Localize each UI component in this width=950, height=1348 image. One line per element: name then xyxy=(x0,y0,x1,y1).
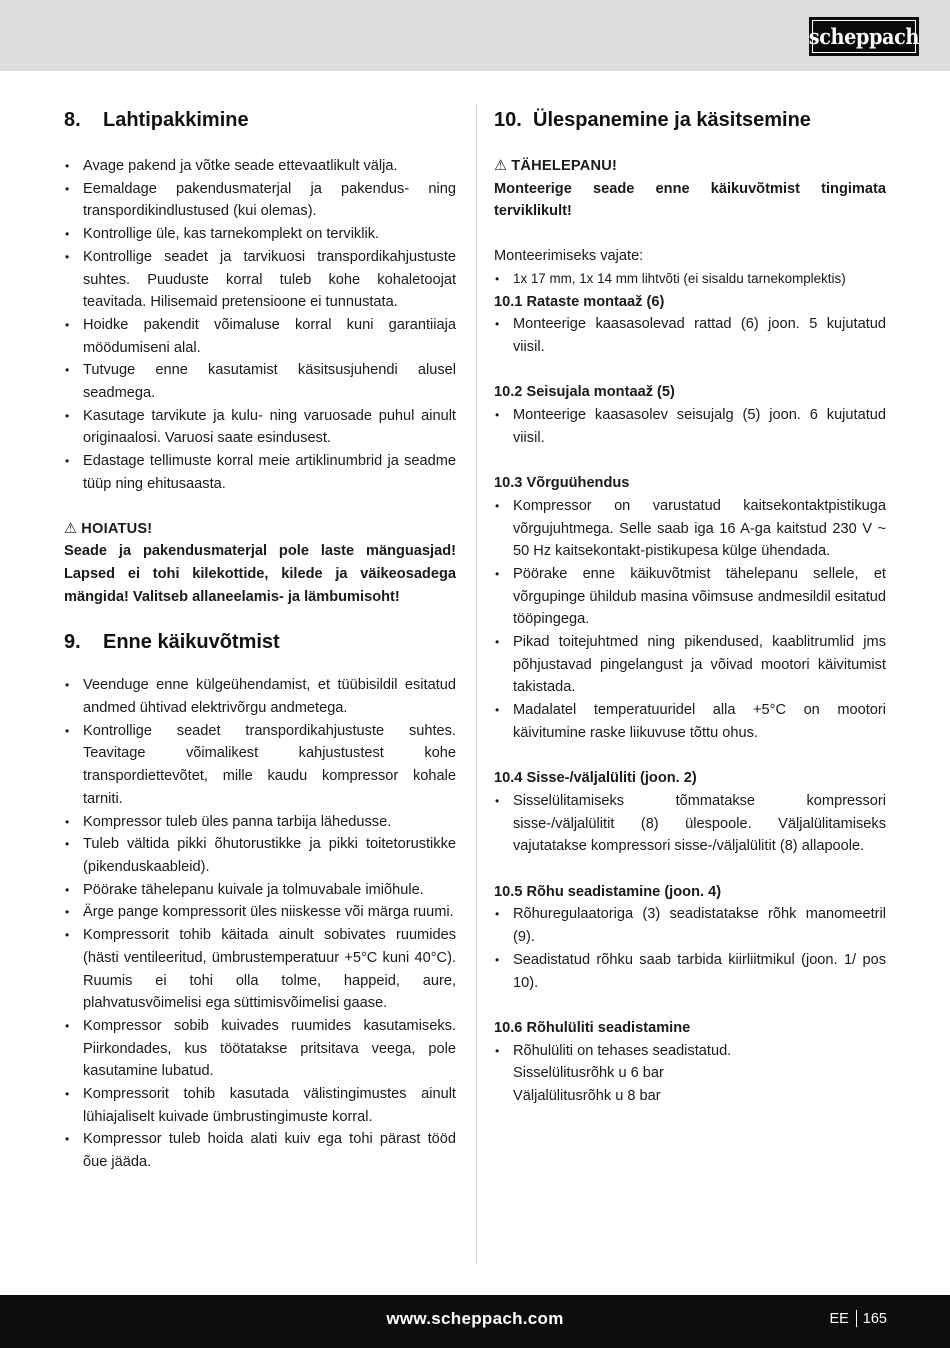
list-item: • Kontrollige seadet ja tarvikuosi transpordikahjustuste suhtes. Puuduste korral tuleb kohe kohaletoojat teavitada. Hilisemaid pretensioone ei tunnustata. xyxy=(64,246,456,314)
left-column xyxy=(64,106,456,1174)
list-item: • Sisselülitamiseks tõmmatakse kompressori sisse-/väljalülitit (8) ülespoole. Väljalülitamiseks vajutatakse kompressori sisse-/väljalülitit (8) allapoole. xyxy=(494,790,886,858)
page-footer xyxy=(0,1295,950,1348)
list-item: • Kompressor sobib kuivades ruumides kasutamiseks. Piirkondades, kus töötatakse pritsitava veega, pole kasutamine lubatud. xyxy=(64,1015,456,1083)
subsection-10-1-title: 10.1 Rataste montaaž (6) xyxy=(494,293,665,310)
list-item: • Tuleb vältida pikki õhutorustikke ja pikki toitetorustikke (pikenduskaableid). xyxy=(64,833,456,878)
page-indicator xyxy=(829,1310,887,1327)
list-item: • Kompressorit tohib kasutada välistingimustes ainult lühiajaliselt kuivade ümbrustingimuste korral. xyxy=(64,1083,456,1128)
page-header xyxy=(0,0,950,71)
website-url: www.scheppach.com xyxy=(386,1309,564,1328)
list-item: • Kasutage tarvikute ja kulu- ning varuosade puhul ainult originaalosi. Varuosi saate esindusest. xyxy=(64,405,456,450)
subsection-10-3-title: 10.3 Võrguühendus xyxy=(494,475,630,492)
page-number: 165 xyxy=(862,1310,887,1327)
scheppach-logo xyxy=(809,17,919,56)
warning-label: HOIATUS! xyxy=(81,520,153,537)
list-item: • Monteerige kaasasolevad rattad (6) joon. 5 kujutatud viisil. xyxy=(494,313,886,358)
attention-text: Monteerige seade enne käikuvõtmist tingimata terviklikult! xyxy=(494,180,886,220)
section-8-list xyxy=(64,155,456,496)
subsection-10-4-title: 10.4 Sisse-/väljalüliti (joon. 2) xyxy=(494,770,697,787)
section-title: Enne käikuvõtmist xyxy=(103,631,280,654)
list-item: • Monteerige kaasasolev seisujalg (5) joon. 6 kujutatud viisil. xyxy=(494,404,886,449)
section-9-list xyxy=(64,674,456,1173)
subsection-10-6-list xyxy=(494,1040,886,1063)
subsection-10-3-list xyxy=(494,495,886,745)
section-9-heading xyxy=(64,628,456,656)
right-column xyxy=(494,106,886,1108)
switch-on-pressure: Sisselülitusrõhk u 6 bar xyxy=(513,1065,664,1082)
subsection-10-2-list xyxy=(494,404,886,449)
section-8-heading xyxy=(64,106,456,134)
logo-text: scheppach xyxy=(808,24,920,49)
tools-list xyxy=(494,268,886,291)
list-item: • Kompressor on varustatud kaitsekontaktpistikuga võrgujuhtmega. Selle saab iga 16 A-ga kaitstud 230 V ~ 50 Hz kaitsekontakt-pistikupesa külge ühendada. xyxy=(494,495,886,563)
list-item: • Hoidke pakendit võimaluse korral kuni garantiiaja möödumiseni alal. xyxy=(64,314,456,359)
list-item: • Pikad toitejuhtmed ning pikendused, kaablitrumlid jms põhjustavad pingelangust ja võivad mootori käivitumist takistada. xyxy=(494,631,886,699)
warning-text: Seade ja pakendusmaterjal pole laste mänguasjad! Lapsed ei tohi kilekottide, kilede ja väikeosadega mängida! Valitseb allaneelamis- ja lämbumisoht! xyxy=(64,543,456,605)
warning-block xyxy=(64,518,456,609)
list-item: • 1x 17 mm, 1x 14 mm lihtvõti (ei sisaldu tarnekomplektis) xyxy=(494,268,886,291)
attention-title xyxy=(494,155,886,178)
list-item: • Kontrollige üle, kas tarnekomplekt on terviklik. xyxy=(64,223,456,246)
subsection-10-6-title: 10.6 Rõhulüliti seadistamine xyxy=(494,1019,691,1036)
switch-off-pressure: Väljalülitusrõhk u 8 bar xyxy=(513,1088,661,1105)
list-item: • Seadistatud rõhku saab tarbida kiirliitmikul (joon. 1/ pos 10). xyxy=(494,949,886,994)
list-item: • Eemaldage pakendusmaterjal ja pakendus- ning transpordikindlustused (kui olemas). xyxy=(64,178,456,223)
warning-triangle-icon: ⚠ xyxy=(64,520,78,537)
list-item: • Avage pakend ja võtke seade ettevaatlikult välja. xyxy=(64,155,456,178)
list-item: • Tutvuge enne kasutamist käsitsusjuhendi alusel seadmega. xyxy=(64,359,456,404)
list-item: • Edastage tellimuste korral meie artiklinumbrid ja seadme tüüp ning ehitusaasta. xyxy=(64,450,456,495)
section-number: 10. xyxy=(494,109,522,131)
subsection-10-5-title: 10.5 Rõhu seadistamine (joon. 4) xyxy=(494,883,722,900)
section-title: Ülespanemine ja käsitsemine xyxy=(533,109,811,131)
tools-needed-label: Monteerimiseks vajate: xyxy=(494,248,644,265)
warning-triangle-icon: ⚠ xyxy=(494,158,508,174)
list-item: • Kontrollige seadet transpordikahjustuste suhtes. Teavitage võimalikest kahjustustest kohe transpordiettevõtet, mille kaudu kompressor kohale tarniti. xyxy=(64,720,456,811)
attention-label: TÄHELEPANU! xyxy=(511,158,617,174)
section-number: 9. xyxy=(64,631,81,654)
list-item: • Kompressor tuleb üles panna tarbija lähedusse. xyxy=(64,811,456,834)
list-item: • Ärge pange kompressorit üles niiskesse või märga ruumi. xyxy=(64,901,456,924)
section-10-heading xyxy=(494,106,886,134)
list-item: • Veenduge enne külgeühendamist, et tüübisildil esitatud andmed ühtivad elektrivõrgu andmetega. xyxy=(64,674,456,719)
language-code: EE xyxy=(829,1310,849,1327)
section-title: Lahtipakkimine xyxy=(103,109,249,131)
list-item: • Pöörake tähelepanu kuivale ja tolmuvabale imiõhule. xyxy=(64,879,456,902)
subsection-10-1-list xyxy=(494,313,886,358)
section-number: 8. xyxy=(64,109,81,131)
list-item: • Madalatel temperatuuridel alla +5°C on mootori käivitumine raske liikuvuse tõttu ohus. xyxy=(494,699,886,744)
warning-title xyxy=(64,518,456,541)
list-item: • Pöörake enne käikuvõtmist tähelepanu sellele, et võrgupinge ühildub masina võimsuse andmesildil esitatud tööpingega. xyxy=(494,563,886,631)
separator xyxy=(856,1310,857,1327)
subsection-10-2-title: 10.2 Seisujala montaaž (5) xyxy=(494,384,675,401)
list-item: • Rõhulüliti on tehases seadistatud. xyxy=(494,1040,886,1063)
subsection-10-4-list xyxy=(494,790,886,858)
list-item: • Kompressorit tohib käitada ainult sobivates ruumides (hästi ventileeritud, ümbrustemperatuur +5°C kuni 40°C). Ruumis ei tohi olla tolme, happeid, aure, plahvatusvõimelisi ega süttimisvõimelisi gaase. xyxy=(64,924,456,1015)
list-item: • Kompressor tuleb hoida alati kuiv ega tohi pärast tööd õue jääda. xyxy=(64,1128,456,1173)
column-divider xyxy=(476,104,477,1264)
attention-block xyxy=(494,155,886,223)
subsection-10-5-list xyxy=(494,903,886,994)
list-item: • Rõhuregulaatoriga (3) seadistatakse rõhk manomeetril (9). xyxy=(494,903,886,948)
